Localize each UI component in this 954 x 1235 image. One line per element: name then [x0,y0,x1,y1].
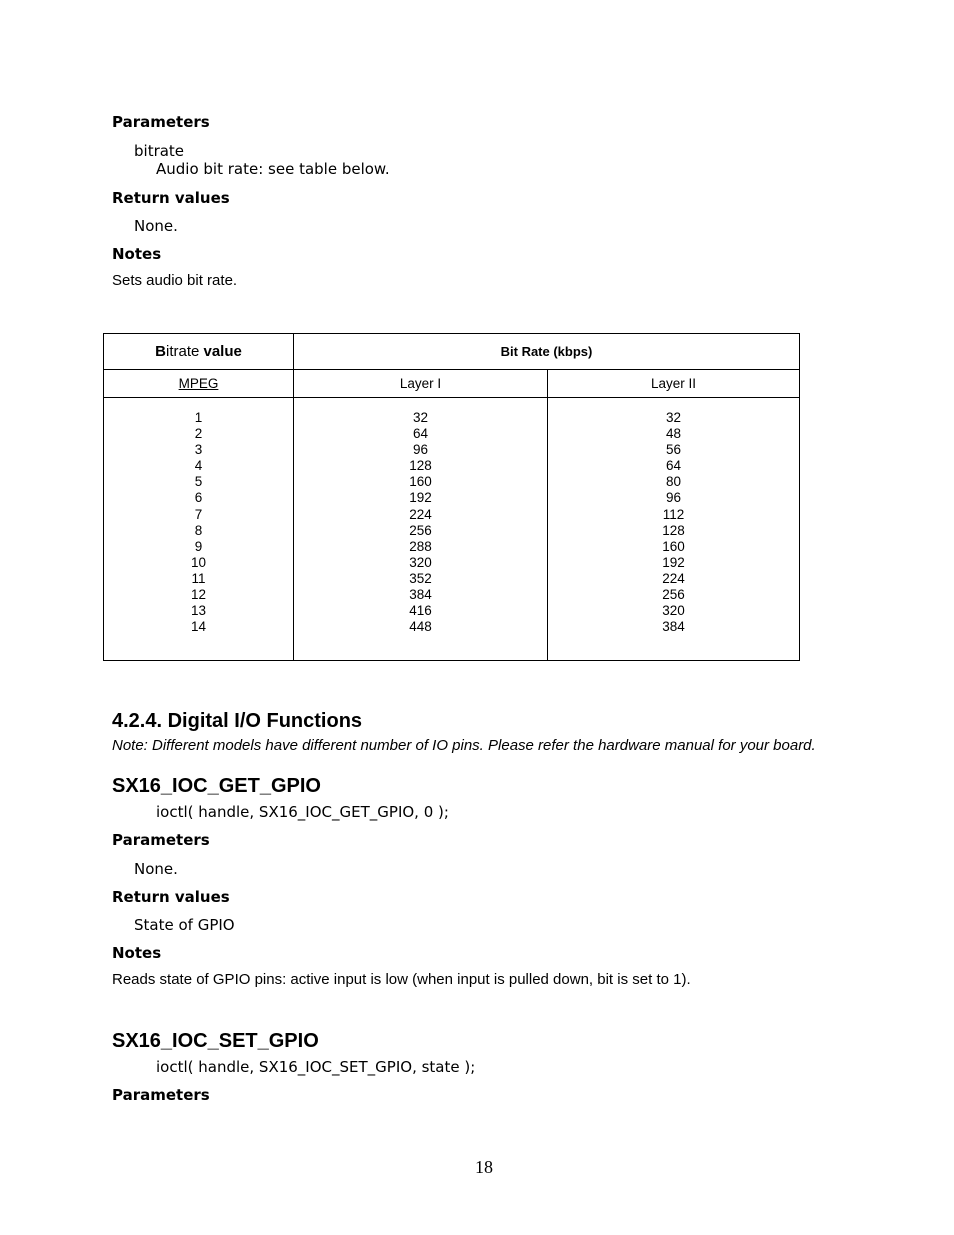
layer1-value: 288 [409,538,432,554]
layer1-value: 160 [409,474,432,490]
mpeg-value: 11 [191,570,206,586]
mpeg-value: 10 [190,554,207,570]
mpeg-value: 2 [194,426,203,442]
notes-text: Sets audio bit rate. [112,272,238,289]
set-gpio-parameters-label: Parameters [112,1086,210,1104]
header-itrate: itrate [165,343,204,360]
get-gpio-parameters-value: None. [134,860,178,878]
subheader-layer2: Layer II [548,370,800,398]
layer1-value: 416 [409,603,432,619]
layer1-value: 96 [412,442,429,458]
layer1-value: 320 [409,554,432,570]
layer2-value: 96 [665,490,682,506]
layer2-value: 32 [665,410,682,425]
table-row [104,398,800,661]
layer2-value: 192 [662,554,685,570]
layer1-value: 32 [412,410,429,425]
layer1-value: 64 [412,426,429,442]
mpeg-value: 3 [194,442,203,458]
layer1-value: 192 [409,490,432,506]
return-values-label: Return values [112,189,230,207]
get-gpio-notes-label: Notes [112,944,162,962]
layer1-value: 128 [409,458,432,474]
get-gpio-return-label: Return values [112,888,230,906]
layer2-value: 160 [662,538,685,554]
layer2-value: 80 [665,474,682,490]
mpeg-values-cell [104,398,294,661]
layer2-value: 256 [662,587,685,603]
layer2-value: 128 [662,522,685,538]
layer1-value: 256 [409,522,432,538]
mpeg-value: 5 [194,474,203,490]
bitrate-table [103,333,800,661]
set-gpio-call: ioctl( handle, SX16_IOC_SET_GPIO, state ); [156,1058,476,1076]
layer2-values-cell [548,398,800,661]
layer1-value: 352 [409,570,432,586]
mpeg-value: 9 [194,538,203,554]
get-gpio-parameters-label: Parameters [112,831,210,849]
subheader-layer1: Layer I [294,370,548,398]
section-note: Note: Different models have different number of IO pins. Please refer the hardware manual for your board. [112,737,816,754]
mpeg-value: 1 [194,410,203,425]
table-header-row [104,334,800,370]
layer1-value: 384 [409,587,432,603]
notes-label: Notes [112,245,162,263]
mpeg-value: 8 [194,522,203,538]
layer2-value: 224 [662,570,685,586]
layer2-value: 56 [665,442,682,458]
subheader-mpeg: MPEG [178,376,219,391]
mpeg-value: 12 [190,587,207,603]
mpeg-value: 4 [194,458,203,474]
section-heading: 4.2.4. Digital I/O Functions [112,710,363,732]
mpeg-value: 6 [194,490,203,506]
layer2-value: 48 [665,426,682,442]
get-gpio-return-value: State of GPIO [134,916,235,934]
param-name-bitrate: bitrate [134,142,185,160]
layer1-values-cell [294,398,548,661]
layer2-value: 320 [662,603,685,619]
mpeg-value: 13 [190,603,207,619]
page-number: 18 [475,1157,493,1177]
table-subheader-row [104,370,800,398]
header-value: value [203,343,242,360]
get-gpio-title: SX16_IOC_GET_GPIO [112,775,321,797]
get-gpio-notes-text: Reads state of GPIO pins: active input is low (when input is pulled down, bit is set to 1). [112,971,691,988]
header-bitrate-value [104,334,294,370]
layer1-value: 224 [409,506,432,522]
layer2-value: 112 [662,506,685,522]
get-gpio-call: ioctl( handle, SX16_IOC_GET_GPIO, 0 ); [156,803,449,821]
return-value-text: None. [134,217,178,235]
header-b: B [155,343,166,360]
layer2-value: 384 [662,619,685,635]
set-gpio-title: SX16_IOC_SET_GPIO [112,1030,319,1052]
mpeg-value: 7 [194,506,203,522]
layer1-value: 448 [409,619,432,635]
layer2-value: 64 [665,458,682,474]
header-bitrate-kbps: Bit Rate (kbps) [294,334,800,370]
parameters-label: Parameters [112,113,210,131]
mpeg-value: 14 [190,619,207,635]
param-desc-bitrate: Audio bit rate: see table below. [156,160,390,178]
